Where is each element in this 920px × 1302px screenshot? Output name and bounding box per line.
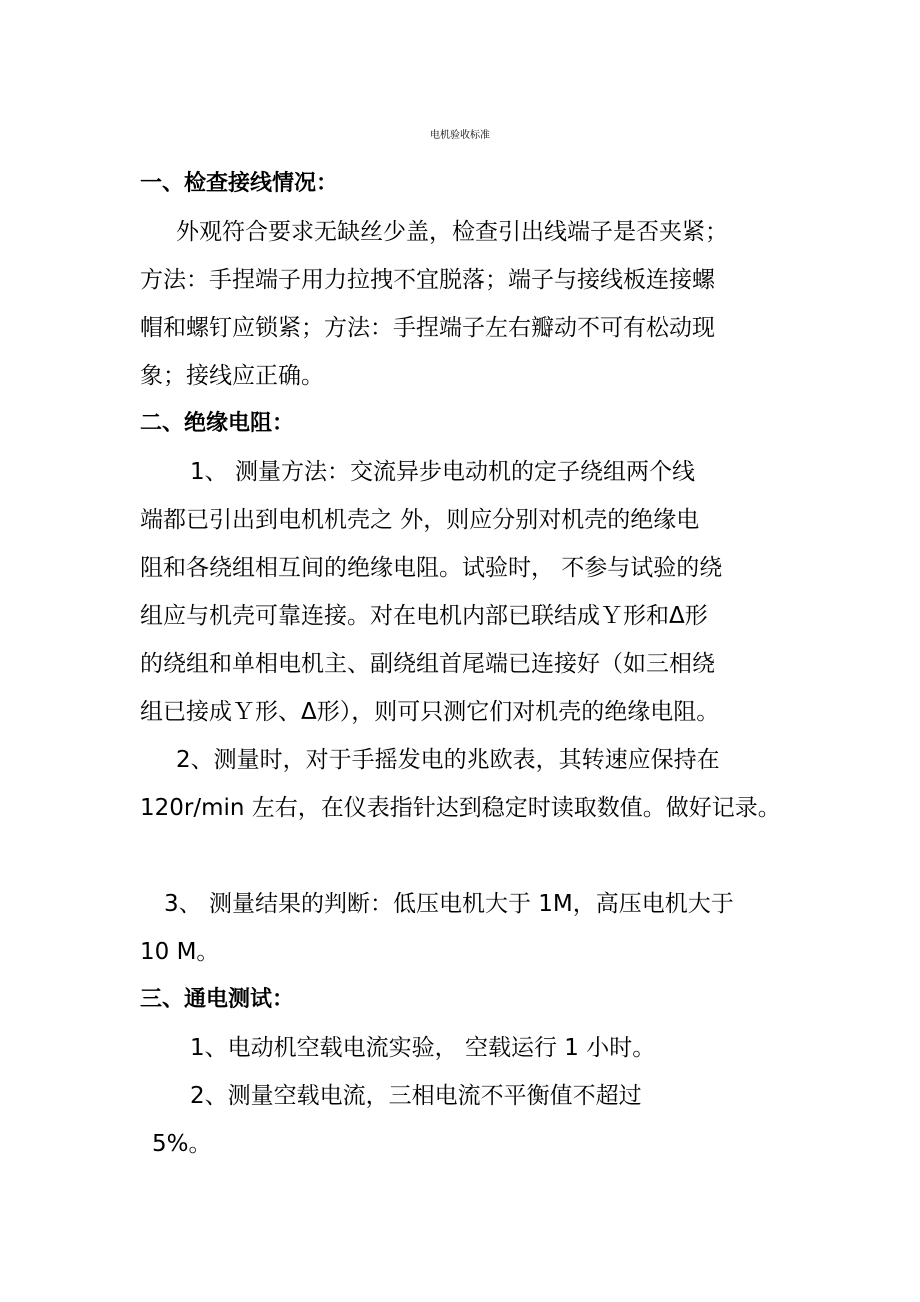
paragraph-line: 帽和螺钉应锁紧；方法：手捏端子左右瓣动不可有松动现: [140, 315, 715, 341]
section-heading-insulation: 二、绝缘电阻：: [140, 411, 295, 436]
section-heading-power-test: 三、通电测试：: [140, 987, 295, 1012]
paragraph-line: 组已接成Ｙ形、Δ形），则可只测它们对机壳的绝缘电阻。: [140, 699, 720, 725]
section-heading-wiring: 一、检查接线情况：: [140, 171, 339, 196]
paragraph-line: 5%。: [152, 1131, 212, 1157]
paragraph-line: 象；接线应正确。: [140, 363, 324, 389]
paragraph-line: 2、测量时，对于手摇发电的兆欧表，其转速应保持在: [176, 747, 720, 773]
paragraph-line: 1、电动机空载电流实验， 空载运行 1 小时。: [190, 1035, 656, 1061]
paragraph-line: 组应与机壳可靠连接。对在电机内部已联结成Ｙ形和Δ形: [140, 603, 708, 629]
paragraph-line: 阻和各绕组相互间的绝缘电阻。试验时， 不参与试验的绕: [140, 555, 723, 581]
document-title: 电机验收标准: [430, 130, 490, 141]
paragraph-line: 2、测量空载电流，三相电流不平衡值不超过: [190, 1083, 642, 1109]
paragraph-line: 3、 测量结果的判断：低压电机大于 1M，高压电机大于: [164, 891, 734, 917]
paragraph-line: 端都已引出到电机机壳之 外，则应分别对机壳的绝缘电: [140, 507, 700, 533]
paragraph-line: 1、 测量方法：交流异步电动机的定子绕组两个线: [190, 459, 695, 485]
paragraph-line: 120r/min 左右，在仪表指针达到稳定时读取数值。做好记录。: [140, 795, 781, 821]
paragraph-line: 方法：手捏端子用力拉拽不宜脱落；端子与接线板连接螺: [140, 267, 715, 293]
paragraph-line: 的绕组和单相电机主、副绕组首尾端已连接好（如三相绕: [140, 651, 715, 677]
paragraph-line: 外观符合要求无缺丝少盖，检查引出线端子是否夹紧；: [176, 219, 728, 245]
paragraph-line: 10 M。: [140, 939, 220, 965]
